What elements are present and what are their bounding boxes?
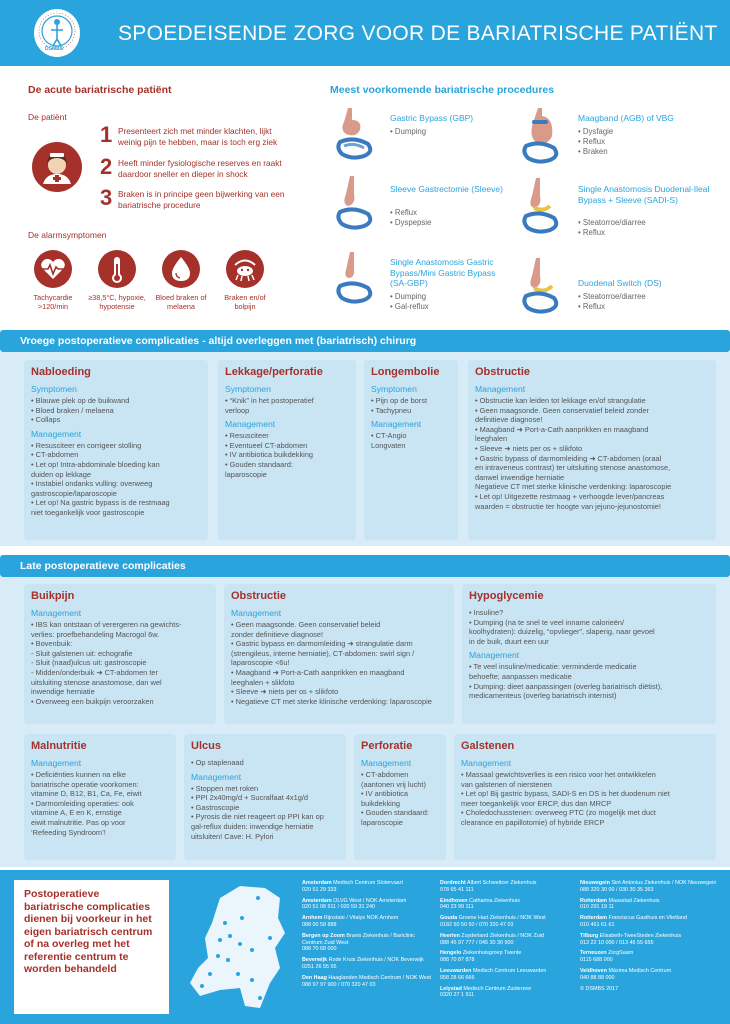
card-title: Obstructie xyxy=(475,366,531,378)
procedure-bullet: • Dysfagie xyxy=(578,127,614,136)
card-longembolie xyxy=(364,360,458,540)
hospital-entry xyxy=(302,880,432,894)
hospital-name: Catharina Ziekenhuis xyxy=(469,897,521,904)
list-item: • Let op! Bij gastric bypass, SADI-S en DS is het duodenum niet xyxy=(461,789,670,799)
vomit-icon xyxy=(226,250,264,288)
early-complications-band: Vroege postoperatieve complicaties - altijd overleggen met (bariatrisch) chirurg xyxy=(0,330,730,352)
page-title: SPOEDEISENDE ZORG VOOR DE BARIATRISCHE PATIËNT xyxy=(118,22,718,45)
hospital-entry xyxy=(440,986,570,1000)
hospital-name: Rode Kruis Ziekenhuis / NOK Beverwijk xyxy=(328,957,424,964)
list-item: behoefte; aanpassen medicatie xyxy=(469,671,572,681)
list-item: • Instabiel ondanks vulling: overweeg xyxy=(31,479,153,489)
hospital-entry xyxy=(440,915,570,929)
hospital-city: Arnhem xyxy=(302,915,323,922)
hospital-city: Leeuwarden xyxy=(440,967,472,974)
hospital-entry xyxy=(580,915,720,929)
hospital-city: Hengelo xyxy=(440,950,462,957)
hospital-city: Terneuzen xyxy=(580,950,607,957)
alarm-text-temperature: ≥38,5°C, hypoxie, hypotensie xyxy=(88,293,146,311)
list-item: • Bovenbuik: xyxy=(31,639,73,649)
section-heading: Management xyxy=(31,428,82,439)
list-item: uitsluiten! Cave: H. Pylori xyxy=(191,831,274,841)
hospital-phone: 088 00 58 888 xyxy=(302,921,337,928)
procedure-bullet: • Reflux xyxy=(578,302,605,311)
hospital-phone: 088 70 87 878 xyxy=(440,957,475,964)
hospital-entry xyxy=(440,880,570,894)
hospital-entry xyxy=(580,968,720,982)
card-title: Ulcus xyxy=(191,740,221,752)
list-item: ‘Refeeding Syndroom’! xyxy=(31,827,106,837)
list-item: uitsluiting stenose anastomose, dan wel xyxy=(31,677,162,687)
list-item: • Tachypneu xyxy=(371,405,412,415)
hospital-name: Albert Schweitzer Ziekenhuis xyxy=(466,880,537,886)
list-item: clearance en papillotomie) of hybride ERCP xyxy=(461,817,605,827)
list-item: • Collaps xyxy=(31,415,61,425)
section-heading: Symptomen xyxy=(225,384,271,394)
card-buikpijn xyxy=(24,584,216,724)
list-item: • Eventueel CT-abdomen xyxy=(225,440,308,450)
procedure-name-gbp: Gastric Bypass (GBP) xyxy=(390,113,474,123)
section-heading: Management xyxy=(371,419,422,430)
gastric-bypass-icon xyxy=(334,106,378,166)
alarm-label: De alarmsymptomen xyxy=(28,230,107,240)
list-item: • Let op! Na gastric bypass is de restmaag xyxy=(31,498,170,508)
hospital-phone: 0182 50 50 50 / 070 320 47 03 xyxy=(440,921,514,928)
hospital-name: Medisch Centrum Slotervaart xyxy=(333,880,403,886)
point-number-1: 1 xyxy=(100,122,113,147)
hospital-city: Bergen op Zoom xyxy=(302,932,345,939)
hospital-phone: 010 461 61 61 xyxy=(580,921,615,928)
hospital-city: Veldhoven xyxy=(580,967,607,974)
procedure-list-agb xyxy=(578,127,613,157)
card-title: Nabloeding xyxy=(31,366,91,378)
list-item: • CT-abdomen xyxy=(31,450,79,460)
list-item: medicamenteus (overleg bariatrisch internist) xyxy=(469,691,617,701)
card-title: Buikpijn xyxy=(31,590,75,602)
hospital-phone: 010 291 19 11 xyxy=(580,904,615,911)
acute-heading: De acute bariatrische patiënt xyxy=(28,84,172,96)
card-title: Hypoglycemie xyxy=(469,590,544,602)
list-item: zonder definitieve diagnose! xyxy=(231,629,324,639)
hospital-name: Máxima Medisch Centrum xyxy=(608,967,672,974)
list-item: - Midden/onderbuik ➜ CT-abdomen ter xyxy=(31,667,158,677)
hospital-name: Haaglanden Medisch Centrum / NOK West xyxy=(328,974,432,981)
list-item: • CT-abdomen xyxy=(361,770,409,779)
hospital-phone: 078 65 41 111 xyxy=(440,886,474,893)
list-item: danwel inwendige herniatie xyxy=(475,472,565,482)
hospital-entry xyxy=(302,898,432,912)
alarm-text-tachycardie: Tachycardie >120/min xyxy=(33,293,73,311)
hospital-name: OLVG West / NOK Amsterdam xyxy=(333,897,407,904)
hospital-phone: 088 45 97 777 / 045 30 30 900 xyxy=(440,939,514,946)
hospital-city: Heerlen xyxy=(440,932,460,939)
list-item: • Gastric bypass en darmomleiding ➜ strangulatie darm xyxy=(231,639,413,649)
hospital-name: ZorgSaam xyxy=(608,950,634,957)
card-title: Obstructie xyxy=(231,590,287,602)
list-item: • Let op! Intra-abdominale bloeding kan xyxy=(31,459,160,469)
hospital-phone: 0320 27 1 911 xyxy=(440,992,475,999)
list-item: • CT-Angio xyxy=(371,431,407,441)
list-item: • Op staplenaad xyxy=(191,758,244,767)
list-item: • Resusciteer en corrigeer stolling xyxy=(31,440,142,450)
footer-col-2 xyxy=(440,880,570,1003)
hospital-city: Eindhoven xyxy=(440,897,468,904)
copyright: © DSMBS 2017 xyxy=(580,985,619,992)
footer-col-3 xyxy=(580,880,720,996)
hospital-entry xyxy=(580,880,720,894)
hospital-name: Sint Antonius Ziekenhuis / NOK Nieuwegein xyxy=(611,880,717,886)
card-malnutritie xyxy=(24,734,176,860)
hospital-phone: 040 23 99 111 xyxy=(440,904,474,911)
list-item: - Sluit galstenen uit: echografie xyxy=(31,648,133,658)
hospital-city: Gouda xyxy=(440,915,458,922)
list-item: leeghalen xyxy=(475,434,508,444)
list-item: • Overweeg een buikpijn veroorzaken xyxy=(31,696,154,706)
point-text-1: Presenteert zich met minder klachten, lijkt weinig pijn te hebben, maar is toch erg ziek xyxy=(118,126,278,147)
point-text-3: Braken is in principe geen bijwerking van een bariatrische procedure xyxy=(118,189,285,210)
list-item: • Insuline? xyxy=(469,608,504,617)
hospital-name: Groene Hart Ziekenhuis / NOK West xyxy=(458,915,546,922)
list-item: eiwit malnutritie. Pas op voor xyxy=(31,817,126,827)
list-item: • Te veel insuline/medicatie: verminderde medicatie xyxy=(469,662,637,672)
dsmbs-logo xyxy=(34,9,80,57)
hospital-entry xyxy=(580,933,720,947)
hospital-name: Ziekenhuisgroep Twente xyxy=(462,950,522,957)
procedure-list-sleeve xyxy=(390,208,431,228)
thermometer-icon xyxy=(98,250,136,288)
card-title: Galstenen xyxy=(461,740,515,752)
point-text-2: Heeft minder fysiologische reserves en raakt daardoor sneller en dieper in shock xyxy=(118,158,282,179)
hospital-entry xyxy=(580,898,720,912)
section-heading: Management xyxy=(31,758,82,768)
list-item: • Sleeve ➜ niets per os + slikfoto xyxy=(475,443,583,453)
list-item: niet toegankelijk voor gastroscopie xyxy=(31,507,145,517)
list-item: • Gouden standaard: xyxy=(361,808,429,818)
hospital-name: Zuyderland Ziekenhuis / NOK Zuid xyxy=(461,932,544,939)
list-item: • Deficiënties kunnen na elke xyxy=(31,770,127,779)
hospital-phone: 040 88 88 000 xyxy=(580,974,615,981)
list-item: • Darmomleiding operaties: ook xyxy=(31,798,134,808)
section-heading: Management xyxy=(231,608,282,618)
list-item: • Resusciteer xyxy=(225,431,269,441)
card-title: Perforatie xyxy=(361,740,413,752)
section-heading: Management xyxy=(461,758,512,768)
list-item: koolhydraten): duizelig, “opvlieger”, slaperig, naar gevoel xyxy=(469,627,655,637)
procedure-name-sleeve: Sleeve Gastrectomie (Sleeve) xyxy=(390,184,503,194)
list-item: vitamine A, E en K, ernstige xyxy=(31,808,122,818)
procedure-name-agb: Maagband (AGB) of VBG xyxy=(578,113,674,123)
card-hypoglycemie xyxy=(462,584,716,724)
list-item: • Dumping (na te snel te veel inname calorieën/ xyxy=(469,617,625,627)
logo-text: DSMBS xyxy=(45,46,64,52)
hospital-phone: 088 97 97 900 / 070 320 47 03 xyxy=(302,981,376,988)
list-item: • Geen maagsonde. Geen conservatief beleid xyxy=(231,620,381,629)
list-item: • Pijn op de borst xyxy=(371,396,427,405)
page-header xyxy=(0,0,730,66)
blood-drop-icon xyxy=(162,250,200,288)
hospital-name: Rijnstate / Vitalys NOK Arnhem xyxy=(323,915,399,922)
section-heading: Management xyxy=(475,384,526,394)
hospital-entry xyxy=(440,968,570,982)
procedure-list-gbp xyxy=(390,127,426,137)
point-number-3: 3 xyxy=(100,185,113,210)
section-heading: Management xyxy=(361,758,412,768)
list-item: Negatieve CT met sterke klinische verdenking: laparoscopie xyxy=(475,482,672,492)
list-item: definitieve diagnose! xyxy=(475,415,543,425)
patient-icon xyxy=(32,142,82,192)
hospital-phone: 088 70 68 000 xyxy=(302,946,337,953)
list-item: gal-reflux duiden: inwendige herniatie xyxy=(191,821,314,831)
hospital-phone: 0251 26 55 55 xyxy=(302,963,337,970)
card-ulcus xyxy=(184,734,346,860)
hospital-entry xyxy=(302,915,432,929)
procedure-bullet: • Steatorroe/diarree xyxy=(578,292,646,301)
procedure-name-sa-gbp: Single Anastomosis Gastric Bypass/Mini Gastric Bypass (SA-GBP) xyxy=(390,257,496,288)
list-item: vitamine D, B12, B1, Ca, Fe, eiwit xyxy=(31,789,142,799)
list-item: verloop xyxy=(225,405,250,415)
hospital-city: Rotterdam xyxy=(580,897,607,904)
card-lekkage xyxy=(218,360,356,540)
alarm-text-bleeding: Bloed braken of melaena xyxy=(155,293,207,311)
procedure-list-ds xyxy=(578,292,646,312)
list-item: • Let op! Uitgezette restmaag + verhoogde lever/pancreas xyxy=(475,491,665,501)
hospital-phone: 013 22 10 000 / 013 46 55 655 xyxy=(580,939,654,946)
hospital-entry xyxy=(302,933,432,953)
hospital-city: Tilburg xyxy=(580,932,599,939)
hospital-entry xyxy=(440,933,570,947)
procedure-bullet: • Dumping xyxy=(390,127,427,136)
procedure-bullet: • Reflux xyxy=(578,228,605,237)
alarm-text-vomiting: Braken en/of bolpijn xyxy=(224,293,266,311)
hospital-name: Maasstad Ziekenhuis xyxy=(608,897,660,904)
point-number-2: 2 xyxy=(100,154,113,179)
list-item: • Gastric bypass of darmomleiding ➜ CT-abdomen (oraal xyxy=(475,453,662,463)
list-item: • Maagband ➜ Port-a-Cath aanprikken en maagband xyxy=(475,424,649,434)
procedure-bullet: • Braken xyxy=(578,147,608,156)
hospital-name: Medisch Centrum Leeuwarden xyxy=(472,967,547,974)
list-item: waarden = obstructie ter hoogte van jejuno-jejunostomie! xyxy=(475,501,661,511)
hospital-city: Rotterdam xyxy=(580,915,607,922)
list-item: • “Knik” in het postoperatief xyxy=(225,396,314,405)
list-item: - Sluit (naad)ulcus uit: gastroscopie xyxy=(31,658,147,668)
list-item: in de buik, duurt een uur xyxy=(469,636,549,646)
list-item: inwendige herniatie xyxy=(31,687,95,697)
hospital-name: Franciscus Gasthuis en Vlietland xyxy=(608,915,687,922)
duodenal-switch-icon xyxy=(520,256,564,316)
procedure-bullet: • Dyspepsie xyxy=(390,218,432,227)
list-item: (aantonen vrij lucht) xyxy=(361,779,426,789)
procedure-list-sadi-s xyxy=(578,218,646,238)
netherlands-map xyxy=(180,878,295,1018)
list-item: • Blauwe plek op de buikwand xyxy=(31,396,130,405)
list-item: • Gouden standaard: xyxy=(225,459,293,469)
card-galstenen xyxy=(454,734,716,860)
hospital-entry xyxy=(440,950,570,964)
hospital-city: Amsterdam xyxy=(302,897,332,904)
card-obstructie-vroeg xyxy=(468,360,716,540)
hospital-phone: 020 51 08 911 / 020 59 31 240 xyxy=(302,904,376,911)
section-heading: Symptomen xyxy=(371,384,417,394)
section-heading: Symptomen xyxy=(31,384,77,394)
list-item: laparoscopie <6u! xyxy=(231,658,290,668)
hospital-city: Nieuwegein xyxy=(580,880,610,886)
hospital-entry xyxy=(302,957,432,971)
card-title: Longembolie xyxy=(371,366,440,378)
section-heading: Management xyxy=(191,771,242,782)
list-item: • Dumping: dieet aanpassingen (overleg bariatrisch diëtist), xyxy=(469,681,663,691)
list-item: • Maagband ➜ Port-a-Cath aanprikken en maagband xyxy=(231,667,405,677)
section-heading: Management xyxy=(469,650,520,661)
section-heading: Management xyxy=(31,608,82,618)
hospital-phone: 058 28 66 666 xyxy=(440,974,475,981)
list-item: van galstenen of nierstenen xyxy=(461,779,552,789)
procedures-heading: Meest voorkomende bariatrische procedures xyxy=(330,84,555,96)
heart-rate-icon xyxy=(34,250,72,288)
list-item: • Stoppen met roken xyxy=(191,783,259,793)
list-item: verlies: proefbehandeling Macrogol 6w. xyxy=(31,629,160,639)
card-obstructie-laat xyxy=(224,584,454,724)
list-item: • Choledochusstenen: overweeg PTC (zo mogelijk met duct xyxy=(461,808,656,818)
hospital-city: Den Haag xyxy=(302,974,327,981)
procedure-name-sadi-s: Single Anastomosis Duodenal-Ileal Bypass + Sleeve (SADI-S) xyxy=(578,184,710,205)
hospital-phone: 088 320 30 00 / 030 30 35 363 xyxy=(580,886,654,893)
list-item: Longvaten xyxy=(371,440,406,450)
patient-label: De patiënt xyxy=(28,112,67,122)
footer-col-1 xyxy=(302,880,432,992)
list-item: laparoscopie xyxy=(361,817,403,827)
procedure-name-ds: Duodenal Switch (DS) xyxy=(578,278,662,288)
hospital-entry xyxy=(440,898,570,912)
hospital-city: Dordrecht xyxy=(440,880,466,886)
hospital-entry xyxy=(302,975,432,989)
section-heading: Management xyxy=(225,419,276,430)
card-perforatie xyxy=(354,734,446,860)
list-item: • Obstructie kan leiden tot lekkage en/of strangulatie xyxy=(475,396,646,405)
late-complications-band: Late postoperatieve complicaties xyxy=(0,555,730,577)
list-item: meer toegankelijk voor ERCP, dus dan MRCP xyxy=(461,798,612,808)
hospital-phone: 020 51 29 333 xyxy=(302,886,337,893)
hospital-entry xyxy=(580,950,720,964)
list-item: • IV antibiotica xyxy=(361,789,408,799)
list-item: • Bloed braken / melaena xyxy=(31,405,114,415)
list-item: leeghalen + slikfoto xyxy=(231,677,295,687)
list-item: • Massaal gewichtsverlies is een risico voor het ontwikkelen xyxy=(461,770,656,779)
hospital-name: Medisch Centrum Zuiderzee xyxy=(463,985,532,992)
list-item: • Geen maagsonde. Geen conservatief beleid zonder xyxy=(475,405,649,415)
procedure-bullet: • Dumping xyxy=(390,292,427,301)
list-item: en intraveneus contrast) ter uitsluiting stenose anastomose, xyxy=(475,463,671,473)
list-item: duiden op lekkage xyxy=(31,469,91,479)
hospital-name: Bravis Ziekenhuis / Bariclinic Centrum Zuid West xyxy=(302,932,415,946)
hospital-city: Amsterdam xyxy=(302,880,332,886)
hospital-phone: 0115 688 000 xyxy=(580,957,613,964)
gastric-band-icon xyxy=(520,106,564,166)
sadi-s-icon xyxy=(520,176,564,236)
list-item: • Sleeve ➜ niets per os + slikfoto xyxy=(231,687,339,697)
list-item: • IV antibiotica buikdekking xyxy=(225,450,314,460)
hospital-city: Lelystad xyxy=(440,985,462,992)
hospital-city: Beverwijk xyxy=(302,957,328,964)
list-item: (strengileus, interne herniatie), CT-abdomen: swirl sign / xyxy=(231,648,415,658)
list-item: gastroscopie/laparoscopie xyxy=(31,488,117,498)
card-nabloeding xyxy=(24,360,208,540)
card-title: Malnutritie xyxy=(31,740,87,752)
list-item: • PPI 2x40mg/d + Sucralfaat 4x1g/d xyxy=(191,793,309,803)
list-item: • IBS kan ontstaan of verergeren na gewichts- xyxy=(31,620,182,629)
procedure-bullet: • Gal-reflux xyxy=(390,302,429,311)
hospital-name: Elisabeth-TweeSteden Ziekenhuis xyxy=(599,932,682,939)
procedure-bullet: • Reflux xyxy=(390,208,417,217)
procedure-bullet: • Reflux xyxy=(578,137,605,146)
procedure-list-sa-gbp xyxy=(390,292,429,312)
list-item: buikdekking xyxy=(361,798,401,808)
sleeve-icon xyxy=(334,174,378,234)
procedure-bullet: • Steatorroe/diarree xyxy=(578,218,646,227)
list-item: laparoscopie xyxy=(225,469,267,479)
list-item: • Negatieve CT met sterke klinische verdenking: laparoscopie xyxy=(231,696,432,706)
footer-message: Postoperatieve bariatrische complicaties dienen bij voorkeur in het eigen bariatrisch centrum of na overleg met het referentie centrum te worden behandeld xyxy=(14,880,169,1014)
list-item: • Gastroscopie xyxy=(191,802,240,812)
card-title: Lekkage/perforatie xyxy=(225,366,323,378)
list-item: bariatrische operatie voorkomen: xyxy=(31,779,139,789)
list-item: • Pyrosis die niet reageert op PPI kan op xyxy=(191,812,324,822)
mini-gastric-bypass-icon xyxy=(334,250,378,310)
